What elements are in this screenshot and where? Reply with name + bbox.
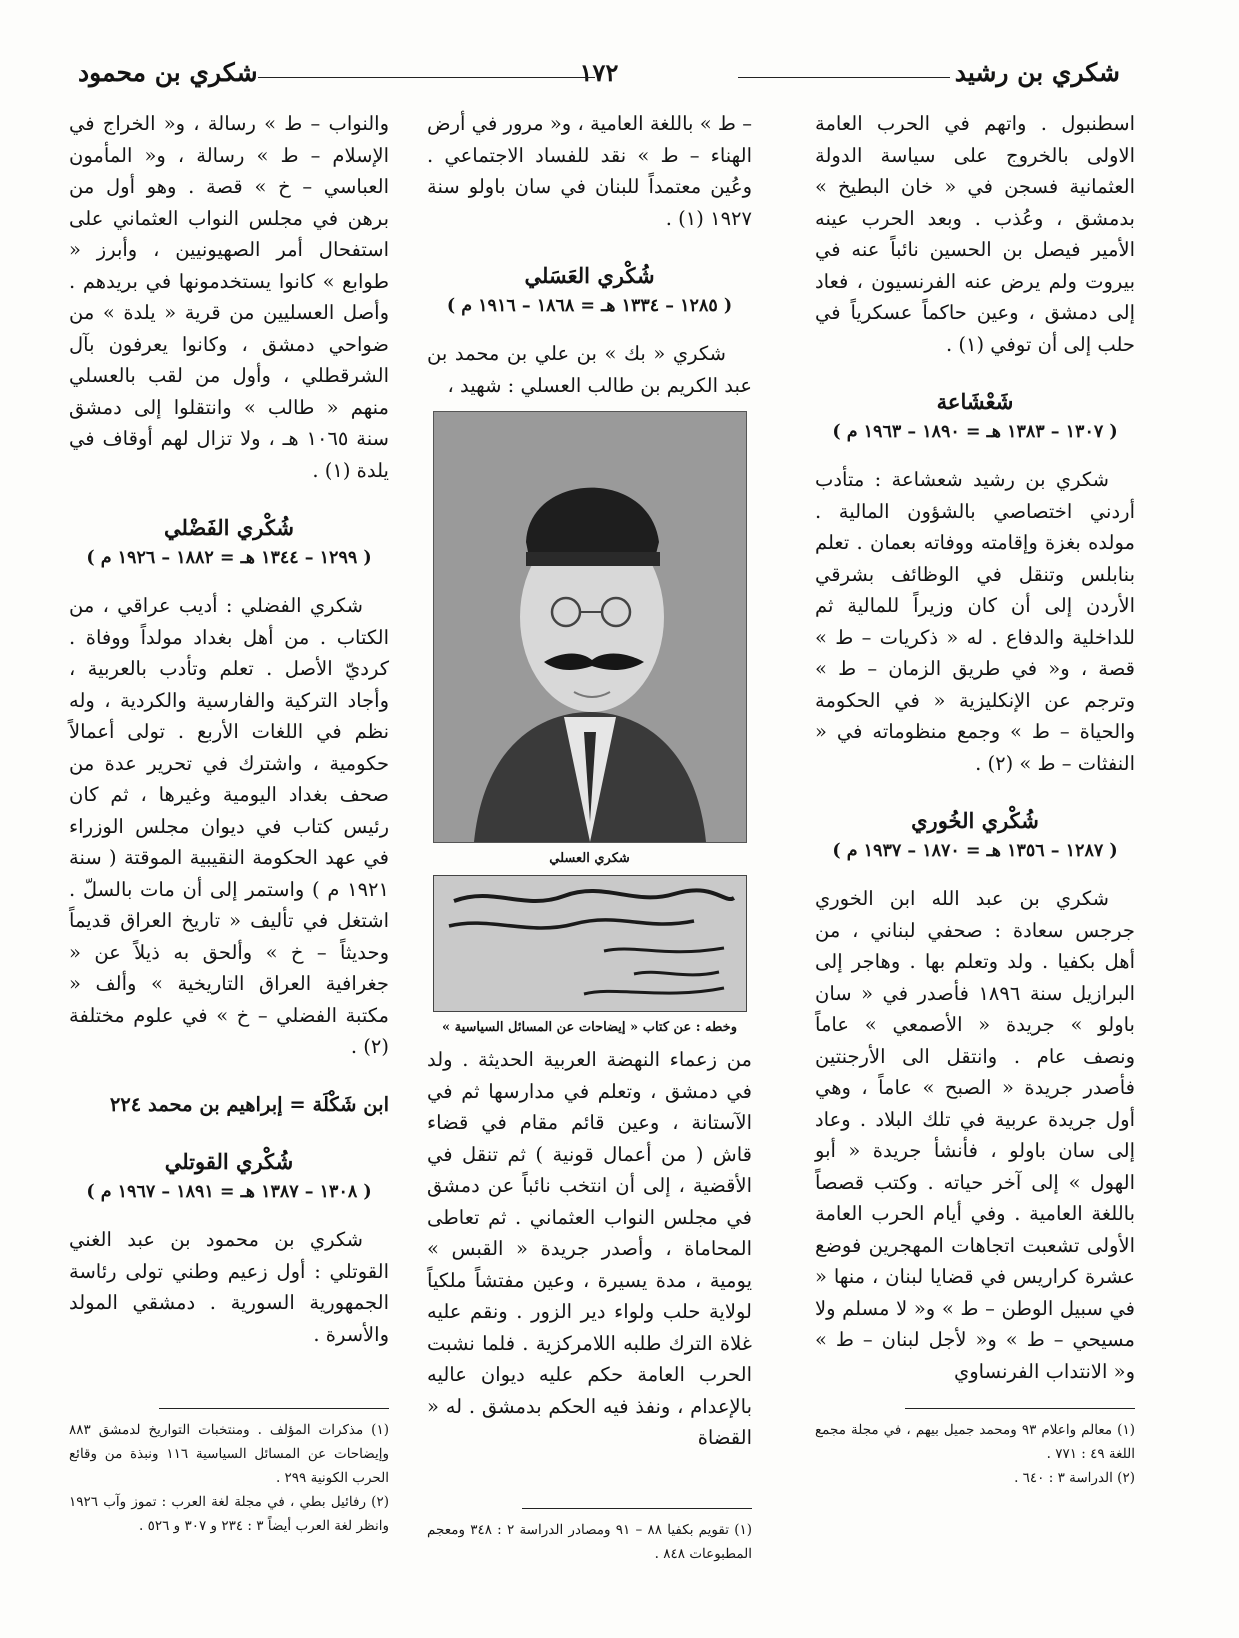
footnote: (٢) الدراسة ٣ : ٦٤٠ . [1014, 1470, 1135, 1486]
column-middle [427, 108, 752, 1454]
continued-text: اسطنبول . واتهم في الحرب العامة الاولى بالخروج على سياسة الدولة العثمانية فسجن في « خان البطيخ » بدمشق ، وعُذب . وبعد الحرب عينه الأمير فيصل بن الحسين نائباً عنه في بيروت ولم يرض عنه الفرنسيون ، فعاد إلى دمشق ، وعين حاكماً عسكرياً في حلب إلى أن توفي (١) . [815, 112, 1135, 356]
footnote-rule-right [905, 1408, 1135, 1409]
entry-text-asali-1: شكري « بك » بن علي بن محمد بن عبد الكريم بن طالب العسلي : شهيد ، [427, 342, 752, 397]
entry-dates-quwatli: ( ١٣٠٨ – ١٣٨٧ هـ = ١٨٩١ – ١٩٦٧ م ) [86, 1182, 372, 1202]
portrait-illustration [434, 412, 746, 842]
column-left [69, 108, 389, 1350]
entry-text-asali-2: من زعماء النهضة العربية الحديثة . ولد في دمشق ، وتعلم في مدارسها ثم في الآستانة ، وعين قائم مقام في قضاء قاش ( من أعمال قونية ) ثم تنقل في الأقضية ، إلى أن انتخب نائباً عن دمشق في مجلس النواب العثماني . ثم تعاطى المحاماة ، وأصدر جريدة « القبس » يومية ، مدة يسيرة ، وعين مفتشاً ملكياً لولاية حلب ولواء دير الزور . ونقم عليه غلاة الترك طلبه اللامركزية . فلما نشبت الحرب العامة حكم عليه ديوان عاليه بالإعدام ، ونفذ فيه الحكم بدمشق . له « القضاة [427, 1048, 752, 1449]
footnotes-left [69, 1418, 389, 1538]
entry-title-shaashaa: شَعْشَاعة [936, 389, 1014, 414]
photo-caption: شكري العسلي [549, 851, 630, 866]
running-head-right: شكري بن رشيد [954, 58, 1120, 87]
footnote-rule-middle [522, 1508, 752, 1509]
entry-dates-fadli: ( ١٢٩٩ – ١٣٤٤ هـ = ١٨٨٢ – ١٩٢٦ م ) [86, 548, 372, 568]
entry-title-khoury: شُكْري الخُوري [911, 808, 1039, 833]
entry-title-asali: شُكْري العَسَلي [524, 263, 655, 288]
header-rule-left [258, 77, 595, 78]
handwriting-sample [433, 875, 747, 1012]
entry-title-quwatli: شُكْري القوتلي [164, 1149, 294, 1174]
footnote: (٢) رفائيل بطي ، في مجلة لغة العرب : تموز وآب ١٩٢٦ وانظر لغة العرب أيضاً ٣ : ٢٣٤ و ٣٠٧ و ٥٢٦ . [69, 1494, 389, 1534]
entry-dates-shaashaa: ( ١٣٠٧ – ١٣٨٣ هـ = ١٨٩٠ – ١٩٦٣ م ) [832, 422, 1118, 442]
entry-text-khoury: شكري بن عبد الله ابن الخوري جرجس سعادة : صحفي لبناني ، من أهل بكفيا . ولد وتعلم بها . وهاجر إلى البرازيل سنة ١٨٩٦ فأصدر في « سان باولو » جريدة « الأصمعي » عاماً ونصف عام . وانتقل الى الأرجنتين فأصدر جريدة « الصبح » عاماً ، وهي أول جريدة عربية في تلك البلاد . وعاد إلى سان باولو ، فأنشأ جريدة « أبو الهول » إلى آخر حياته . وكتب قصصاً باللغة العامية . وفي أيام الحرب العامة الأولى تشعبت اتجاهات المهجرين فوضع عشرة كراريس في قضايا لبنان ، منها « في سبيل الوطن – ط » و« لا مسلم ولا مسيحي – ط » و« لأجل لبنان – ط » و« الانتداب الفرنساوي [815, 887, 1136, 1383]
column-right [815, 108, 1135, 1387]
footnotes-middle [427, 1518, 752, 1566]
footnote-rule-left [159, 1408, 389, 1409]
entry-dates-asali: ( ١٢٨٥ – ١٣٣٤ هـ = ١٨٦٨ – ١٩١٦ م ) [446, 296, 733, 316]
running-head-left: شكري بن محمود [78, 58, 258, 87]
continued-text: – ط » باللغة العامية ، و« مرور في أرض الهناء – ط » نقد للفساد الاجتماعي . وعُين معتمداً للبنان في سان باولو سنة ١٩٢٧ (١) . [427, 112, 752, 230]
footnote: (١) تقويم بكفيا ٨٨ – ٩١ ومصادر الدراسة ٢ : ٣٤٨ ومعجم المطبوعات ٨٤٨ . [427, 1522, 753, 1562]
handwriting-illustration [434, 876, 746, 1011]
page-header [78, 52, 1120, 92]
entry-text-quwatli: شكري بن محمود بن عبد الغني القوتلي : أول زعيم وطني تولى رئاسة الجمهورية السورية . دمشقي المولد والأسرة . [69, 1228, 389, 1346]
entry-text-shaashaa: شكري بن رشيد شعشاعة : متأدب أردني اختصاصي بالشؤون المالية . مولده بغزة وإقامته ووفاته بعمان . تعلم بنابلس وتنقل في الوظائف بشرقي الأردن إلى أن كان وزيراً للمالية ثم للداخلية والدفاع . له « ذكريات – ط » قصة ، و« في طريق الزمان – ط » وترجم عن الإنكليزية « في الحكومة والحياة – ط » وجمع منظوماته في « النفثات – ط » (٢) . [815, 468, 1135, 775]
header-rule-right [738, 77, 950, 78]
footnotes-right [815, 1418, 1135, 1490]
portrait-photo [433, 411, 747, 843]
handwriting-caption: وخطه : عن كتاب « إيضاحات عن المسائل السياسية » [442, 1020, 737, 1035]
cross-reference: ابن شَكْلَة = إبراهيم بن محمد ٢٢٤ [109, 1092, 389, 1116]
entry-title-fadli: شُكْري الفَضْلي [163, 515, 295, 540]
footnote: (١) مذكرات المؤلف . ومنتخبات التواريخ لدمشق ٨٨٣ وإيضاحات عن المسائل السياسية ١١٦ ونبذة من وقائع الحرب الكونية ٢٩٩ . [69, 1422, 389, 1486]
page-number: ١٧٢ [579, 58, 619, 87]
footnote: (١) معالم واعلام ٩٣ ومحمد جميل بيهم ، في مجلة مجمع اللغة ٤٩ : ٧٧١ . [815, 1422, 1135, 1462]
entry-dates-khoury: ( ١٢٨٧ – ١٣٥٦ هـ = ١٨٧٠ – ١٩٣٧ م ) [832, 841, 1118, 861]
entry-text-fadli: شكري الفضلي : أديب عراقي ، من الكتاب . من أهل بغداد مولداً ووفاة . كرديّ الأصل . تعلم وتأدب بالعربية ، وأجاد التركية والفارسية والكردية ، وله نظم في اللغات الأربع . تولى أعمالاً حكومية ، واشترك في تحرير عدة من صحف بغداد اليومية وغيرها ، ثم كان رئيس كتاب في ديوان مجلس الوزراء في عهد الحكومة النقيبية الموقتة ( سنة ١٩٢١ م ) واستمر إلى أن مات بالسلّ . اشتغل في تأليف « تاريخ العراق قديماً وحديثاً – خ » وألحق به ذيلاً عن « جغرافية العراق التاريخية » وألف « مكتبة الفضلي – خ » في علوم مختلفة (٢) . [69, 594, 389, 1058]
continued-text: والنواب – ط » رسالة ، و« الخراج في الإسلام – ط » رسالة ، و« المأمون العباسي – خ » قصة . وهو أول من برهن في مجلس النواب العثماني على استفحال أمر الصهيونيين ، وأبرز « طوابع » كانوا يستخدمونها في بريدهم . وأصل العسليين من قرية « يلدة » من ضواحي دمشق ، وكانوا يعرفون بآل الشرقطلي ، وأول من لقب بالعسلي منهم « طالب » وانتقلوا إلى دمشق سنة ١٠٦٥ هـ ، ولا تزال لهم أوقاف في يلدة (١) . [69, 112, 389, 482]
